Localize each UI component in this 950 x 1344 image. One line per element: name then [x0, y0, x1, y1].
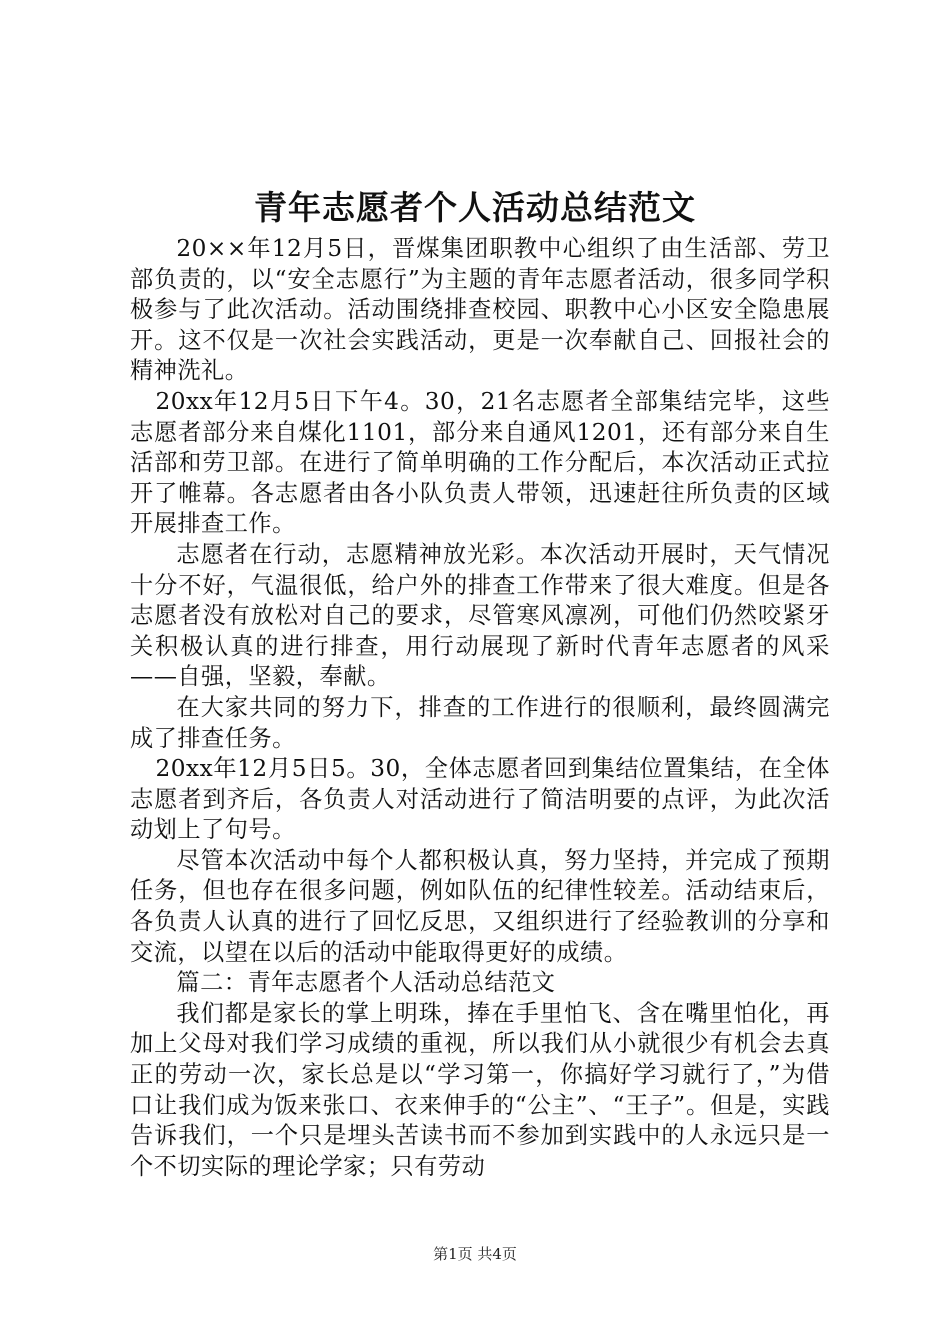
- paragraph-8: 我们都是家长的掌上明珠，捧在手里怕飞、含在嘴里怕化，再加上父母对我们学习成绩的重视，所以我们从小就很少有机会去真正的劳动一次，家长总是以“学习第一，你搞好学习就行了，”为借口让我们成为饭来张口、衣来伸手的“公主”、“王子”。但是，实践告诉我们，一个只是埋头苦读书而不参加到实践中的人永远只是一个不切实际的理论学家；只有劳动: [130, 999, 830, 1180]
- paragraph-5: 20xx年12月5日5。30，全体志愿者回到集结位置集结，在全体志愿者到齐后，各负责人对活动进行了简洁明要的点评，为此次活动划上了句号。: [130, 755, 830, 844]
- document-body: [130, 234, 830, 1182]
- paragraph-4: 在大家共同的努力下，排查的工作进行的很顺利，最终圆满完成了排查任务。: [130, 693, 830, 752]
- paragraph-3: 志愿者在行动，志愿精神放光彩。本次活动开展时，天气情况十分不好，气温很低，给户外的排查工作带来了很大难度。但是各志愿者没有放松对自己的要求，尽管寒风凛冽，可他们仍然咬紧牙关积极认真的进行排查，用行动展现了新时代青年志愿者的风采——自强，坚毅，奉献。: [130, 540, 830, 691]
- paragraph-1: 20××年12月5日，晋煤集团职教中心组织了由生活部、劳卫部负责的，以“安全志愿行”为主题的青年志愿者活动，很多同学积极参与了此次活动。活动围绕排查校园、职教中心小区安全隐患展开。这不仅是一次社会实践活动，更是一次奉献自己、回报社会的精神洗礼。: [130, 235, 830, 385]
- section-heading-2: 篇二：青年志愿者个人活动总结范文: [176, 969, 556, 997]
- paragraph-2: 20xx年12月5日下午4。30，21名志愿者全部集结完毕，这些志愿者部分来自煤化1101，部分来自通风1201，还有部分来自生活部和劳卫部。在进行了简单明确的工作分配后，本次活动正式拉开了帷幕。各志愿者由各小队负责人带领，迅速赶往所负责的区域开展排查工作。: [130, 387, 830, 538]
- document-title: 青年志愿者个人活动总结范文: [254, 188, 696, 227]
- page-footer: 第1页 共4页: [433, 1245, 517, 1263]
- paragraph-6: 尽管本次活动中每个人都积极认真，努力坚持，并完成了预期任务，但也存在很多问题，例如队伍的纪律性较差。活动结束后，各负责人认真的进行了回忆反思，又组织进行了经验教训的分享和交流，以望在以后的活动中能取得更好的成绩。: [130, 846, 830, 966]
